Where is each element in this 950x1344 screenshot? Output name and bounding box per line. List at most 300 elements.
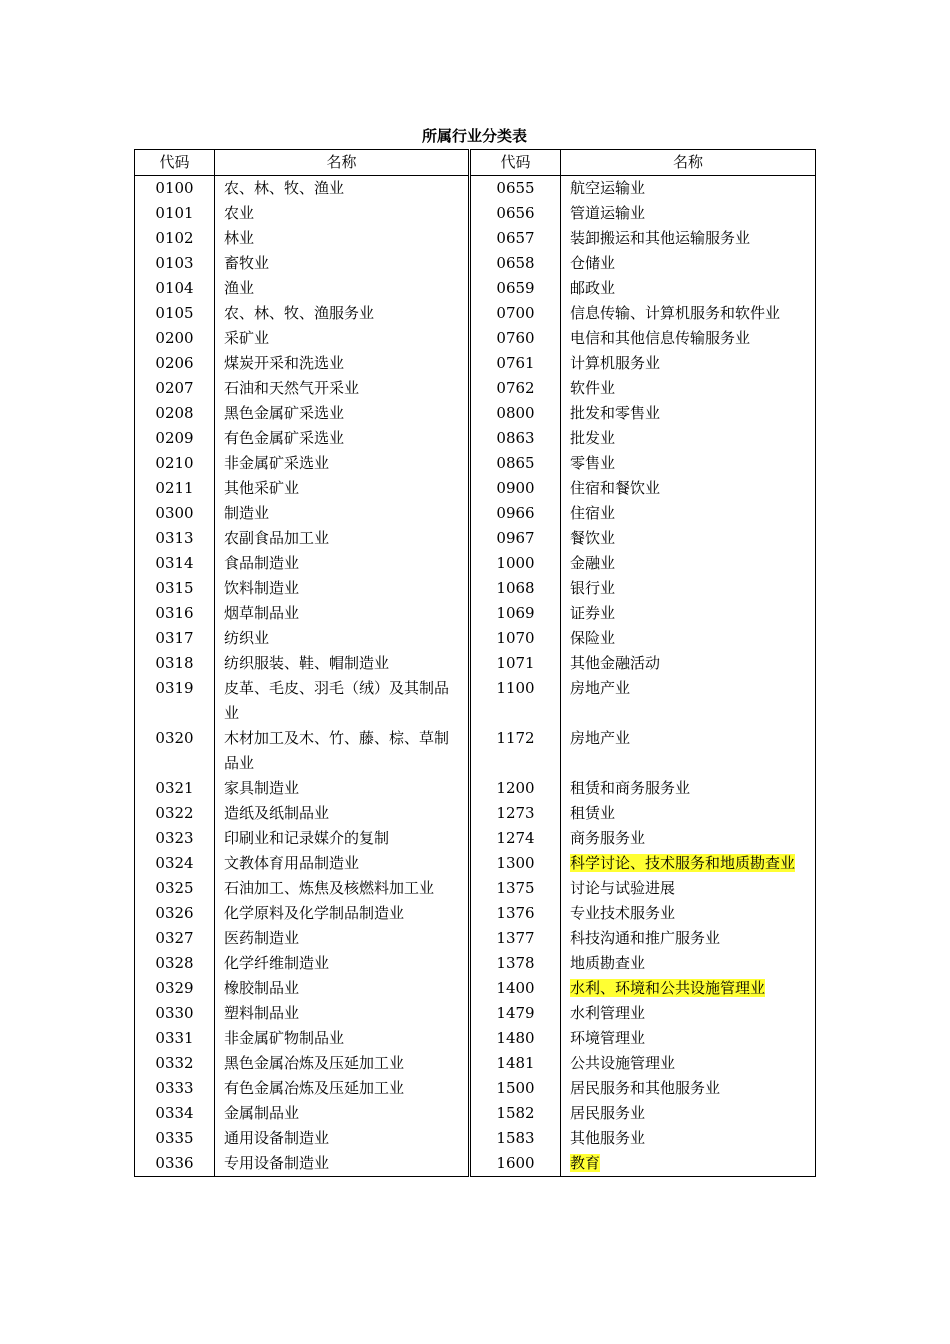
table-row <box>135 651 816 676</box>
table-row <box>135 726 816 776</box>
right-code-cell <box>470 826 561 851</box>
left-code-text: 0326 <box>155 904 194 922</box>
right-code-cell <box>470 326 561 351</box>
left-code-text: 0336 <box>155 1154 194 1172</box>
left-code-cell <box>135 801 215 826</box>
right-name-cell <box>561 951 816 976</box>
right-name-cell <box>561 976 816 1001</box>
right-code-cell <box>470 401 561 426</box>
right-name-cell <box>561 926 816 951</box>
left-code-text: 0323 <box>155 829 194 847</box>
right-name-cell <box>561 1151 816 1177</box>
right-name-text: 证券业 <box>570 604 616 622</box>
right-name-text: 教育 <box>570 1154 601 1172</box>
right-name-cell <box>561 376 816 401</box>
right-name-text: 计算机服务业 <box>570 354 661 372</box>
table-row <box>135 776 816 801</box>
left-name-text: 皮革、毛皮、羽毛（绒）及其制品业 <box>224 679 450 722</box>
right-code-text: 0967 <box>496 529 535 547</box>
left-code-text: 0335 <box>155 1129 194 1147</box>
right-name-text: 环境管理业 <box>570 1029 646 1047</box>
right-name-cell <box>561 226 816 251</box>
table-row <box>135 626 816 651</box>
left-code-text: 0313 <box>155 529 194 547</box>
left-code-cell <box>135 326 215 351</box>
right-code-text: 1172 <box>496 729 535 747</box>
left-code-cell <box>135 576 215 601</box>
left-code-cell <box>135 776 215 801</box>
left-name-text: 家具制造业 <box>224 779 300 797</box>
right-name-cell <box>561 351 816 376</box>
left-code-text: 0325 <box>155 879 194 897</box>
right-code-cell <box>470 526 561 551</box>
left-name-text: 有色金属矿采选业 <box>224 429 345 447</box>
left-name-cell <box>215 376 470 401</box>
left-name-text: 化学原料及化学制品制造业 <box>224 904 405 922</box>
left-code-cell <box>135 876 215 901</box>
right-code-cell <box>470 501 561 526</box>
left-code-text: 0207 <box>155 379 194 397</box>
table-row <box>135 901 816 926</box>
right-code-text: 1400 <box>496 979 535 997</box>
right-name-cell <box>561 1076 816 1101</box>
right-code-text: 0900 <box>496 479 535 497</box>
left-code-cell <box>135 1051 215 1076</box>
left-name-text: 其他采矿业 <box>224 479 300 497</box>
header-code-right: 代码 <box>470 150 561 176</box>
table-row <box>135 976 816 1001</box>
right-name-text: 商务服务业 <box>570 829 646 847</box>
left-code-cell <box>135 376 215 401</box>
right-code-cell <box>470 451 561 476</box>
right-code-cell <box>470 1151 561 1177</box>
right-code-cell <box>470 426 561 451</box>
left-code-text: 0321 <box>155 779 194 797</box>
left-name-cell <box>215 1126 470 1151</box>
industry-classification-table <box>134 149 816 1177</box>
right-code-text: 1375 <box>496 879 535 897</box>
table-row <box>135 1151 816 1177</box>
left-name-text: 采矿业 <box>224 329 270 347</box>
right-name-cell <box>561 301 816 326</box>
right-name-cell <box>561 1101 816 1126</box>
left-name-cell <box>215 301 470 326</box>
table-row <box>135 676 816 726</box>
left-code-cell <box>135 426 215 451</box>
right-code-cell <box>470 726 561 776</box>
right-name-cell <box>561 776 816 801</box>
left-code-text: 0314 <box>155 554 194 572</box>
right-name-text: 邮政业 <box>570 279 616 297</box>
right-name-text: 航空运输业 <box>570 179 646 197</box>
left-name-cell <box>215 626 470 651</box>
left-name-text: 文教体育用品制造业 <box>224 854 360 872</box>
left-code-text: 0103 <box>155 254 194 272</box>
right-name-text: 租赁和商务服务业 <box>570 779 691 797</box>
right-name-text: 餐饮业 <box>570 529 616 547</box>
left-code-cell <box>135 651 215 676</box>
left-code-cell <box>135 826 215 851</box>
right-code-cell <box>470 901 561 926</box>
left-name-cell <box>215 1051 470 1076</box>
right-name-text: 专业技术服务业 <box>570 904 676 922</box>
right-name-cell <box>561 251 816 276</box>
left-name-cell <box>215 326 470 351</box>
left-code-text: 0206 <box>155 354 194 372</box>
left-code-cell <box>135 1076 215 1101</box>
left-code-cell <box>135 401 215 426</box>
left-code-text: 0210 <box>155 454 194 472</box>
right-name-text: 水利、环境和公共设施管理业 <box>570 979 766 997</box>
table-row <box>135 851 816 876</box>
right-code-text: 1068 <box>496 579 535 597</box>
right-code-cell <box>470 226 561 251</box>
left-code-cell <box>135 676 215 726</box>
right-name-text: 科学讨论、技术服务和地质勘查业 <box>570 854 796 872</box>
left-name-text: 石油和天然气开采业 <box>224 379 360 397</box>
left-name-cell <box>215 201 470 226</box>
left-name-text: 渔业 <box>224 279 255 297</box>
right-name-text: 租赁业 <box>570 804 616 822</box>
left-name-cell <box>215 276 470 301</box>
right-name-text: 科技沟通和推广服务业 <box>570 929 721 947</box>
left-name-cell <box>215 1151 470 1177</box>
left-name-text: 林业 <box>224 229 255 247</box>
left-code-text: 0319 <box>155 679 194 697</box>
right-code-text: 1479 <box>496 1004 535 1022</box>
right-name-cell <box>561 851 816 876</box>
right-code-text: 1069 <box>496 604 535 622</box>
right-code-cell <box>470 1026 561 1051</box>
right-name-cell <box>561 1051 816 1076</box>
left-name-text: 医药制造业 <box>224 929 300 947</box>
table-row <box>135 1126 816 1151</box>
right-name-text: 管道运输业 <box>570 204 646 222</box>
table-row <box>135 951 816 976</box>
left-code-text: 0104 <box>155 279 194 297</box>
right-code-text: 0966 <box>496 504 535 522</box>
right-code-text: 0762 <box>496 379 535 397</box>
right-code-text: 1273 <box>496 804 535 822</box>
right-code-cell <box>470 651 561 676</box>
table-row <box>135 576 816 601</box>
left-name-text: 有色金属冶炼及压延加工业 <box>224 1079 405 1097</box>
table-row <box>135 876 816 901</box>
left-code-cell <box>135 851 215 876</box>
left-name-text: 印刷业和记录媒介的复制 <box>224 829 390 847</box>
left-name-cell <box>215 926 470 951</box>
left-name-cell <box>215 426 470 451</box>
left-name-text: 烟草制品业 <box>224 604 300 622</box>
right-name-cell <box>561 651 816 676</box>
left-name-text: 石油加工、炼焦及核燃料加工业 <box>224 879 435 897</box>
right-name-cell <box>561 1126 816 1151</box>
right-name-text: 居民服务业 <box>570 1104 646 1122</box>
right-name-text: 电信和其他信息传输服务业 <box>570 329 751 347</box>
header-name-left: 名称 <box>215 150 470 176</box>
right-name-cell <box>561 626 816 651</box>
left-code-cell <box>135 301 215 326</box>
table-row <box>135 176 816 202</box>
right-name-text: 房地产业 <box>570 729 631 747</box>
right-code-cell <box>470 976 561 1001</box>
table-row <box>135 826 816 851</box>
right-code-cell <box>470 251 561 276</box>
table-row <box>135 226 816 251</box>
right-code-text: 1378 <box>496 954 535 972</box>
left-code-text: 0334 <box>155 1104 194 1122</box>
right-name-cell <box>561 276 816 301</box>
right-name-text: 讨论与试验进展 <box>570 879 676 897</box>
table-row <box>135 1101 816 1126</box>
left-name-cell <box>215 576 470 601</box>
left-code-cell <box>135 351 215 376</box>
left-name-text: 农、林、牧、渔服务业 <box>224 304 375 322</box>
right-code-text: 1582 <box>496 1104 535 1122</box>
right-code-cell <box>470 601 561 626</box>
right-code-text: 1500 <box>496 1079 535 1097</box>
right-code-cell <box>470 1101 561 1126</box>
right-code-text: 1070 <box>496 629 535 647</box>
left-code-cell <box>135 626 215 651</box>
right-name-cell <box>561 176 816 202</box>
left-code-cell <box>135 1126 215 1151</box>
right-name-cell <box>561 401 816 426</box>
right-code-text: 0760 <box>496 329 535 347</box>
left-name-text: 制造业 <box>224 504 270 522</box>
left-code-text: 0200 <box>155 329 194 347</box>
left-name-cell <box>215 876 470 901</box>
left-name-cell <box>215 901 470 926</box>
left-code-text: 0330 <box>155 1004 194 1022</box>
left-code-cell <box>135 551 215 576</box>
right-code-text: 1071 <box>496 654 535 672</box>
left-name-text: 农业 <box>224 204 255 222</box>
left-name-cell <box>215 476 470 501</box>
right-code-text: 1600 <box>496 1154 535 1172</box>
left-code-text: 0211 <box>155 479 194 497</box>
left-name-cell <box>215 1101 470 1126</box>
right-name-cell <box>561 1001 816 1026</box>
left-name-cell <box>215 826 470 851</box>
right-name-text: 信息传输、计算机服务和软件业 <box>570 304 781 322</box>
right-code-text: 1377 <box>496 929 535 947</box>
left-name-cell <box>215 451 470 476</box>
right-code-cell <box>470 301 561 326</box>
left-code-cell <box>135 251 215 276</box>
table-row <box>135 801 816 826</box>
right-name-text: 软件业 <box>570 379 616 397</box>
left-code-cell <box>135 201 215 226</box>
right-code-text: 1200 <box>496 779 535 797</box>
left-code-text: 0102 <box>155 229 194 247</box>
right-name-cell <box>561 826 816 851</box>
left-name-cell <box>215 801 470 826</box>
left-name-text: 农、林、牧、渔业 <box>224 179 345 197</box>
left-code-text: 0100 <box>155 179 194 197</box>
header-code-left: 代码 <box>135 150 215 176</box>
left-name-cell <box>215 351 470 376</box>
right-code-cell <box>470 626 561 651</box>
right-code-cell <box>470 951 561 976</box>
right-code-cell <box>470 851 561 876</box>
right-code-text: 1481 <box>496 1054 535 1072</box>
right-name-cell <box>561 1026 816 1051</box>
left-code-text: 0320 <box>155 729 194 747</box>
left-name-text: 橡胶制品业 <box>224 979 300 997</box>
left-name-cell <box>215 976 470 1001</box>
right-code-cell <box>470 776 561 801</box>
left-name-cell <box>215 851 470 876</box>
left-name-text: 畜牧业 <box>224 254 270 272</box>
left-code-text: 0316 <box>155 604 194 622</box>
right-code-text: 1000 <box>496 554 535 572</box>
table-row <box>135 326 816 351</box>
right-code-text: 0658 <box>496 254 535 272</box>
left-code-cell <box>135 726 215 776</box>
right-name-text: 住宿和餐饮业 <box>570 479 661 497</box>
left-name-text: 金属制品业 <box>224 1104 300 1122</box>
right-code-text: 0700 <box>496 304 535 322</box>
right-name-cell <box>561 476 816 501</box>
left-name-text: 木材加工及木、竹、藤、棕、草制品业 <box>224 729 450 772</box>
left-code-text: 0333 <box>155 1079 194 1097</box>
left-code-text: 0208 <box>155 404 194 422</box>
right-name-cell <box>561 426 816 451</box>
right-name-cell <box>561 901 816 926</box>
left-name-text: 通用设备制造业 <box>224 1129 330 1147</box>
left-code-cell <box>135 476 215 501</box>
left-code-cell <box>135 1001 215 1026</box>
left-code-cell <box>135 526 215 551</box>
right-name-text: 地质勘查业 <box>570 954 646 972</box>
table-row <box>135 451 816 476</box>
left-name-cell <box>215 951 470 976</box>
right-name-cell <box>561 501 816 526</box>
left-name-text: 黑色金属冶炼及压延加工业 <box>224 1054 405 1072</box>
right-code-cell <box>470 1001 561 1026</box>
right-name-cell <box>561 201 816 226</box>
right-name-cell <box>561 576 816 601</box>
right-name-cell <box>561 326 816 351</box>
table-row <box>135 351 816 376</box>
left-code-cell <box>135 226 215 251</box>
right-name-cell <box>561 551 816 576</box>
left-code-text: 0300 <box>155 504 194 522</box>
right-code-text: 1583 <box>496 1129 535 1147</box>
left-code-text: 0322 <box>155 804 194 822</box>
right-name-text: 其他服务业 <box>570 1129 646 1147</box>
right-code-text: 1100 <box>496 679 535 697</box>
right-name-cell <box>561 676 816 726</box>
left-code-text: 0331 <box>155 1029 194 1047</box>
right-code-cell <box>470 1076 561 1101</box>
left-code-text: 0105 <box>155 304 194 322</box>
right-name-text: 批发和零售业 <box>570 404 661 422</box>
right-name-text: 住宿业 <box>570 504 616 522</box>
right-code-cell <box>470 201 561 226</box>
right-code-text: 1480 <box>496 1029 535 1047</box>
left-name-text: 非金属矿采选业 <box>224 454 330 472</box>
right-code-text: 0656 <box>496 204 535 222</box>
left-name-text: 专用设备制造业 <box>224 1154 330 1172</box>
right-code-cell <box>470 176 561 202</box>
table-row <box>135 526 816 551</box>
left-code-text: 0329 <box>155 979 194 997</box>
left-name-text: 煤炭开采和洗选业 <box>224 354 345 372</box>
right-code-text: 1300 <box>496 854 535 872</box>
table-row <box>135 551 816 576</box>
right-name-text: 银行业 <box>570 579 616 597</box>
left-name-text: 纺织服装、鞋、帽制造业 <box>224 654 390 672</box>
left-code-cell <box>135 501 215 526</box>
table-row <box>135 501 816 526</box>
table-row <box>135 1051 816 1076</box>
left-name-text: 塑料制品业 <box>224 1004 300 1022</box>
table-row <box>135 601 816 626</box>
left-name-cell <box>215 601 470 626</box>
left-name-cell <box>215 501 470 526</box>
right-code-text: 1376 <box>496 904 535 922</box>
left-name-cell <box>215 251 470 276</box>
right-name-cell <box>561 601 816 626</box>
left-code-cell <box>135 976 215 1001</box>
left-name-text: 饮料制造业 <box>224 579 300 597</box>
left-code-text: 0101 <box>155 204 194 222</box>
left-code-text: 0332 <box>155 1054 194 1072</box>
right-code-cell <box>470 926 561 951</box>
left-name-cell <box>215 226 470 251</box>
left-code-cell <box>135 1151 215 1177</box>
left-name-cell <box>215 776 470 801</box>
left-code-cell <box>135 926 215 951</box>
right-name-text: 房地产业 <box>570 679 631 697</box>
right-name-cell <box>561 726 816 776</box>
right-code-text: 0659 <box>496 279 535 297</box>
right-name-text: 装卸搬运和其他运输服务业 <box>570 229 751 247</box>
left-name-cell <box>215 1076 470 1101</box>
right-name-cell <box>561 451 816 476</box>
table-row <box>135 476 816 501</box>
right-name-text: 公共设施管理业 <box>570 1054 676 1072</box>
right-code-cell <box>470 1051 561 1076</box>
right-code-cell <box>470 576 561 601</box>
table-row <box>135 376 816 401</box>
left-code-cell <box>135 1026 215 1051</box>
right-name-text: 居民服务和其他服务业 <box>570 1079 721 1097</box>
right-name-text: 批发业 <box>570 429 616 447</box>
right-name-text: 保险业 <box>570 629 616 647</box>
left-code-text: 0318 <box>155 654 194 672</box>
table-header-row <box>135 150 816 176</box>
left-code-text: 0209 <box>155 429 194 447</box>
right-name-text: 水利管理业 <box>570 1004 646 1022</box>
right-code-text: 0863 <box>496 429 535 447</box>
right-code-cell <box>470 876 561 901</box>
right-code-cell <box>470 376 561 401</box>
left-code-cell <box>135 901 215 926</box>
right-code-cell <box>470 276 561 301</box>
left-name-cell <box>215 1001 470 1026</box>
left-name-cell <box>215 1026 470 1051</box>
right-name-cell <box>561 526 816 551</box>
right-code-cell <box>470 476 561 501</box>
left-code-text: 0324 <box>155 854 194 872</box>
right-code-cell <box>470 551 561 576</box>
left-name-text: 造纸及纸制品业 <box>224 804 330 822</box>
right-code-cell <box>470 801 561 826</box>
right-name-text: 金融业 <box>570 554 616 572</box>
